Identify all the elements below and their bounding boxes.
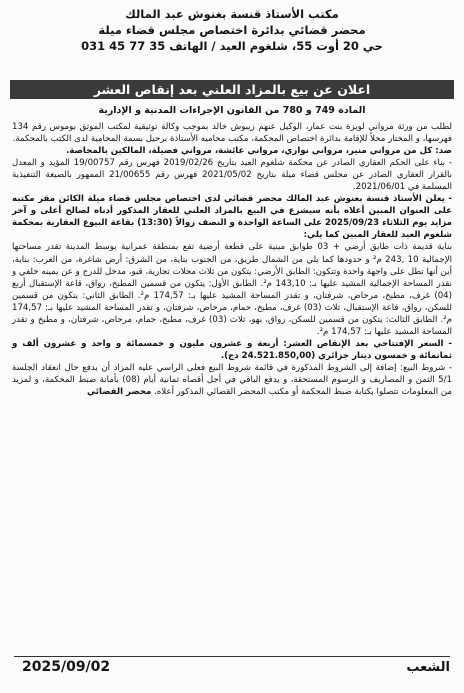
auction-announcement-paragraph: - يعلن الأستاذ قنسة بغنوش عبد المالك محضر قضائي لدى اختصاص مجلس قضاء ميلة الكائن مقر مكتبه على العنوان المبين أعلاه بأنه سيشرع في البيع بالمزاد العلني للعقار المذكور أدناه لصالح أعلى و آخر مزايد يوم الثلاثاء 2025/09/23 على الساعة الواحدة و النصف زوالاً (13:30) بقاعة البيوع العقارية بمحكمة شلغوم العيد للعقار المبين كما يلي: bbox=[12, 194, 452, 241]
office-address-phone: حي 20 أوت 55، شلغوم العيد / الهاتف 35 77 45 031 bbox=[81, 39, 383, 53]
notice-body bbox=[12, 121, 452, 398]
legal-reference: المادة 749 و 780 من القانون الإجراءات المدنية و الإدارية bbox=[98, 105, 366, 116]
publication-footer bbox=[14, 656, 450, 677]
defendants-paragraph: ضد: كل من مرواني منير، مرواني نواري، مرواني عائشة، مرواني فضيلة، المالكين بالمحاصة. bbox=[66, 146, 452, 157]
office-name: مكتب الأستاذ قنسة بغنوش عبد المالك bbox=[125, 7, 339, 21]
publication-name: الشعب bbox=[406, 660, 450, 675]
office-jurisdiction: محضر قضائي بدائرة اختصاص مجلس قضاء ميلة bbox=[98, 23, 366, 37]
opening-price-paragraph: - السعر الإفتتاحي بعد الإنقاص العشر: أربعة و عشرون مليون و خمسمائة و واحد و عشرون ألف و ثمانمائة و خمسون دينار جزائري (24.521.850,00 دج). bbox=[12, 338, 452, 361]
sale-conditions-paragraph bbox=[12, 362, 452, 398]
judgment-paragraph: - بناء على الحكم العقاري الصادر عن محكمة شلغوم العيد بتاريخ 2019/02/26 فهرس رقم 19/00757 المؤيد و المعدل بالقرار العقاري الصادر عن مجلس قضاء ميلة بتاريخ 2021/05/02 فهرس رقم 21/00655 الممهور بالصيغة التنفيذية المسلمة في 2021/06/01. bbox=[12, 158, 452, 193]
property-description-paragraph: بناية قديمة ذات طابق أرضي + 03 طوابق مبنية على قطعة أرضية تقع بمنطقة عمرانية بوسط المدينة تقدر مساحتها الإجمالية 10 ,243 م² و حدودها كما يلي من الشمال طريق، من الجنوب بناية، من الشرق: أرض شاغرة، من الغرب: بناية، أين أنها تطل على واجهة واحدة وتتكون: الطابق الأرضي: يتكون من ثلاث محلات تجارية، قبو، مدخل للدرج و عن يمينه خلفي و نقدر المساحة الإجمالية المشيد عليها بـ: 143,10 م². الطابق الأول: يتكون من قسمين المطبخ، رواق، قاعة الإستقبال أربع (04) غرف، مطبخ، مرحاض، شرفتان، و تقدر المساحة المشيد عليها بـ: 174,57 م². الطابق الثاني: يتكون من قسمين للسكن، رواق، قاعة الإستقبال، ثلاث (03) غرف، مطبخ، حمام، مرحاض، شرفتان، و تقدر المساحة المشيد عليها بـ: 174,57 م². الطابق الثالث: يتكون من قسمين للسكن، رواق، بهو، ثلاث (03) غرف، مطبخ، حمام، مرحاض، شرفتان، و مطبخ و تقدر المساحة المشيد عليها بـ: 174,57 م². bbox=[12, 242, 453, 337]
publication-date: 2025/09/02 bbox=[22, 659, 111, 675]
signature-label: محضر القضائي bbox=[87, 387, 152, 398]
sale-conditions-text: - شروط البيع: إضافة إلى الشروط المذكورة في قائمة شروط البيع فعلى الراسي عليه المزاد أن يدفع حال انعقاد الجلسة 5/1 الثمن و المصاريف و الرسوم المستحقة، و يدفع الباقي في أجل أقصاه ثمانية أيام (08) بأمانة ضبط المحكمة، و لمزيد من المعلومات تتصلوا بكتابة ضبط المحكمة أو مكتب المحضر القضائي المذكور أعلاه. bbox=[12, 362, 453, 398]
petitioner-paragraph: لطلب من ورثة مرواني لويزة بنت عمار، الوكيل عنهم زيبوش خالد بموجب وكالة توثيقية لمكتب الموثق بوموس رقم 134 فهرسها، و المختار محلاً للإقامة بدائرة اختصاص المحكمة، مكتب محاميه الأستاذة برحيل بسمة المحامية لدى الكتب بالمحكمة. bbox=[12, 122, 452, 145]
notice-title: اعلان عن بيع بالمزاد العلني بعد إنقاص العشر bbox=[10, 80, 454, 99]
